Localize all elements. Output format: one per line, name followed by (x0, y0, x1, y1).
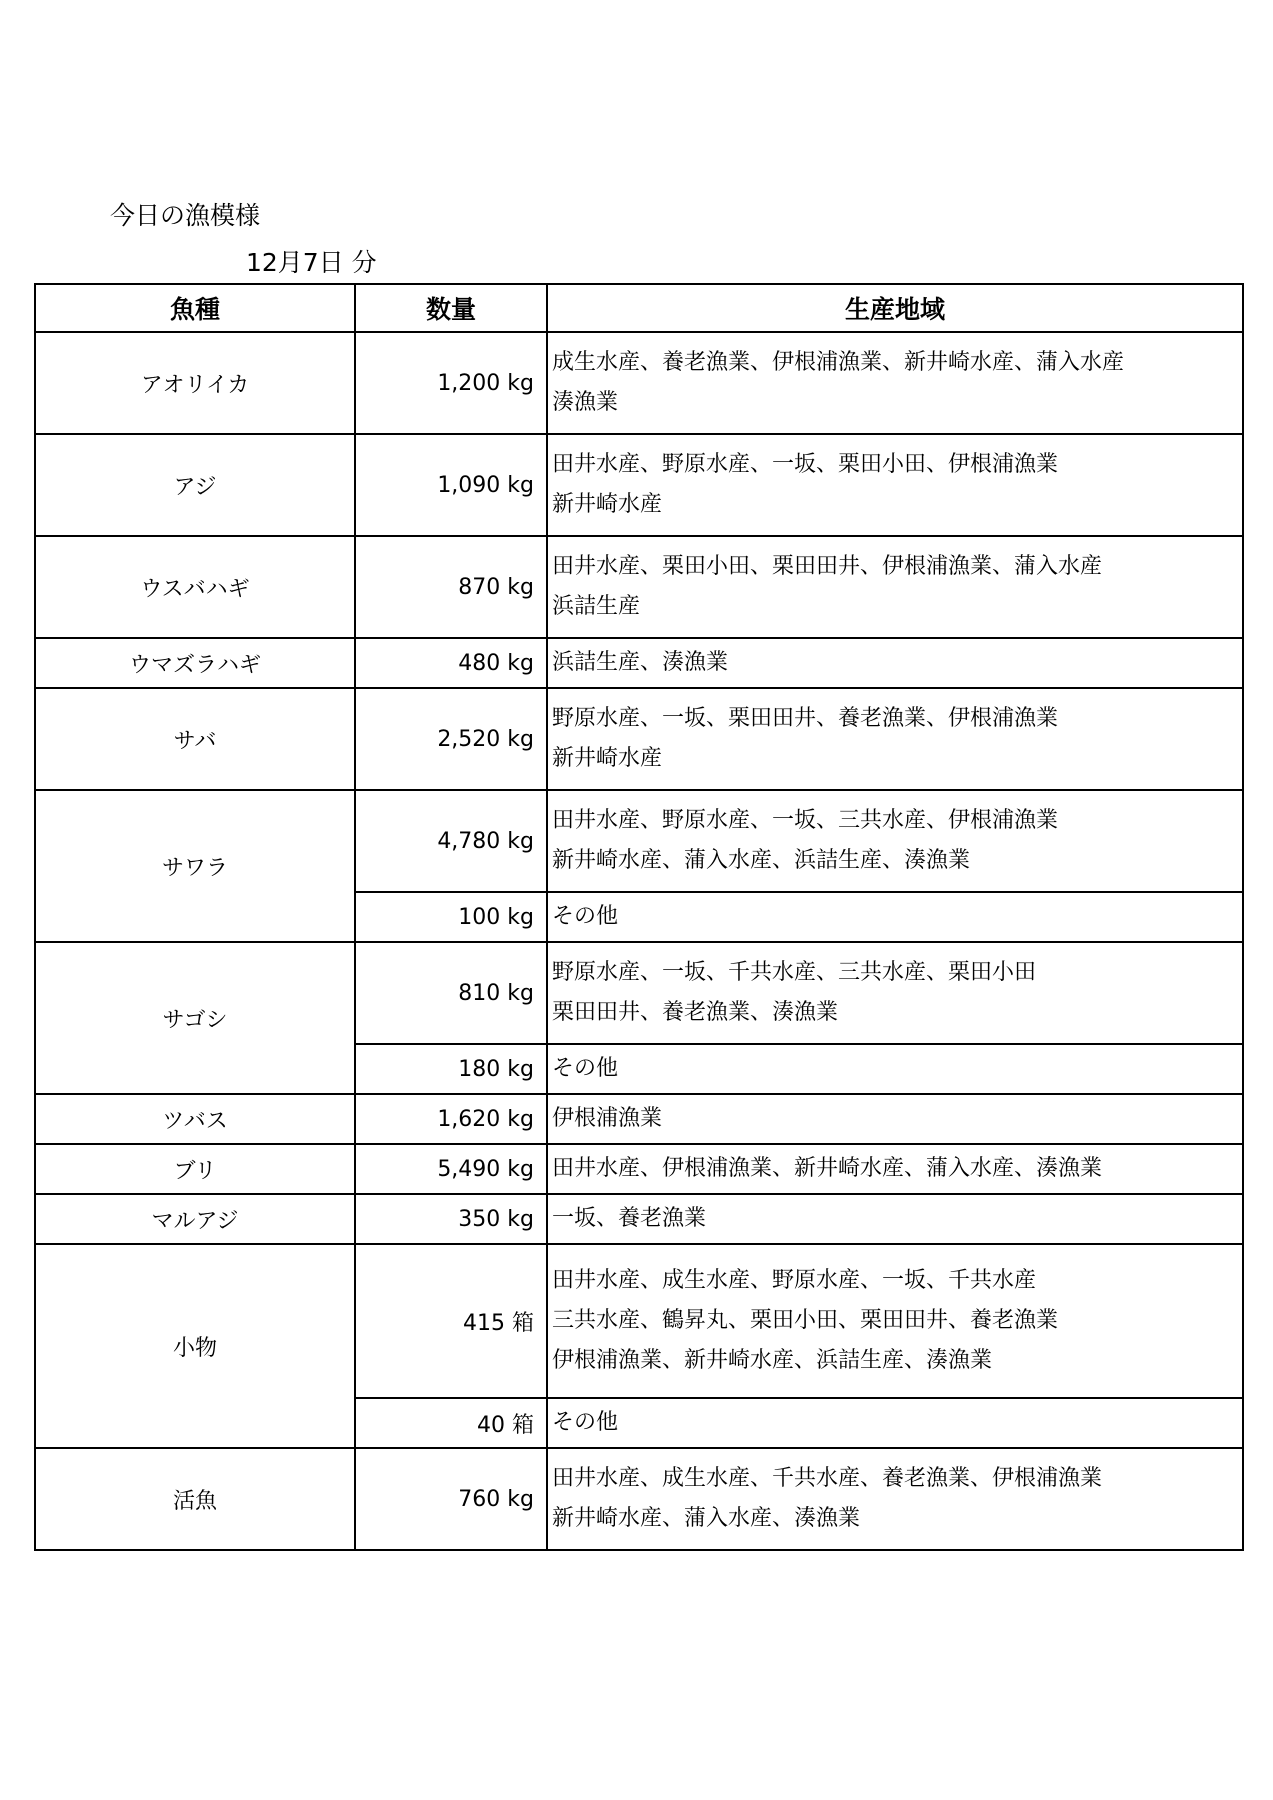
region-cell (547, 942, 1243, 1044)
quantity: 810 kg (355, 942, 547, 1044)
region-line: 成生水産、養老漁業、伊根浦漁業、新井崎水産、蒲入水産 (552, 350, 1125, 375)
table-row (35, 434, 1243, 536)
header-fish-type: 魚種 (35, 284, 355, 332)
fish-name: 小物 (35, 1244, 355, 1448)
region-line: 田井水産、伊根浦漁業、新井崎水産、蒲入水産、湊漁業 (552, 1156, 1103, 1181)
catch-table (34, 283, 1244, 1551)
quantity: 2,520 kg (355, 688, 547, 790)
region-line: 新井崎水産、蒲入水産、浜詰生産、湊漁業 (552, 848, 971, 873)
region-line: 田井水産、栗田小田、栗田田井、伊根浦漁業、蒲入水産 (552, 554, 1103, 579)
region-cell (547, 1194, 1243, 1244)
region-cell (547, 332, 1243, 434)
table-row (35, 942, 1243, 1044)
quantity: 180 kg (355, 1044, 547, 1094)
region-line: 浜詰生産 (552, 594, 641, 619)
table-row (35, 638, 1243, 688)
region-cell (547, 1448, 1243, 1550)
table-row (35, 1194, 1243, 1244)
header-quantity: 数量 (355, 284, 547, 332)
quantity: 1,620 kg (355, 1094, 547, 1144)
region-line: 田井水産、成生水産、千共水産、養老漁業、伊根浦漁業 (552, 1466, 1103, 1491)
table-row (35, 1144, 1243, 1194)
report-date: 12月7日 分 (246, 248, 377, 277)
region-line: 野原水産、一坂、栗田田井、養老漁業、伊根浦漁業 (552, 706, 1059, 731)
region-line: 浜詰生産、湊漁業 (552, 650, 729, 675)
region-cell (547, 892, 1243, 942)
table-row (35, 332, 1243, 434)
region-line: 野原水産、一坂、千共水産、三共水産、栗田小田 (552, 960, 1037, 985)
fish-name: ウスバハギ (35, 536, 355, 638)
region-line: 栗田田井、養老漁業、湊漁業 (552, 1000, 839, 1025)
region-cell (547, 1144, 1243, 1194)
region-cell (547, 1244, 1243, 1398)
quantity: 4,780 kg (355, 790, 547, 892)
quantity: 5,490 kg (355, 1144, 547, 1194)
region-line: その他 (552, 1410, 619, 1435)
region-line: 伊根浦漁業 (552, 1106, 663, 1131)
region-cell (547, 790, 1243, 892)
page-title: 今日の漁模様 (110, 201, 261, 230)
table-row (35, 536, 1243, 638)
region-cell (547, 638, 1243, 688)
table-row (35, 1244, 1243, 1398)
region-line: 伊根浦漁業、新井崎水産、浜詰生産、湊漁業 (552, 1348, 993, 1373)
quantity: 1,090 kg (355, 434, 547, 536)
table-row (35, 1448, 1243, 1550)
fish-name: ウマズラハギ (35, 638, 355, 688)
quantity: 1,200 kg (355, 332, 547, 434)
table-row (35, 1094, 1243, 1144)
fish-name: アジ (35, 434, 355, 536)
region-line: 三共水産、鶴昇丸、栗田小田、栗田田井、養老漁業 (552, 1308, 1059, 1333)
region-cell (547, 1398, 1243, 1448)
region-line: 新井崎水産、蒲入水産、湊漁業 (552, 1506, 861, 1531)
fish-name: サゴシ (35, 942, 355, 1094)
quantity: 760 kg (355, 1448, 547, 1550)
region-cell (547, 688, 1243, 790)
table-row (35, 790, 1243, 892)
fish-name: マルアジ (35, 1194, 355, 1244)
region-cell (547, 536, 1243, 638)
region-line: 田井水産、野原水産、一坂、栗田小田、伊根浦漁業 (552, 452, 1059, 477)
quantity: 100 kg (355, 892, 547, 942)
region-line: その他 (552, 1056, 619, 1081)
region-line: 湊漁業 (552, 390, 619, 415)
fish-name: サバ (35, 688, 355, 790)
table-row (35, 688, 1243, 790)
region-cell (547, 434, 1243, 536)
fish-name: 活魚 (35, 1448, 355, 1550)
fish-name: サワラ (35, 790, 355, 942)
region-line: 新井崎水産 (552, 492, 663, 517)
header-region: 生産地域 (547, 284, 1243, 332)
quantity: 480 kg (355, 638, 547, 688)
fish-name: ツバス (35, 1094, 355, 1144)
region-cell (547, 1094, 1243, 1144)
region-line: 新井崎水産 (552, 746, 663, 771)
quantity: 870 kg (355, 536, 547, 638)
region-line: 田井水産、野原水産、一坂、三共水産、伊根浦漁業 (552, 808, 1059, 833)
region-cell (547, 1044, 1243, 1094)
fish-name: ブリ (35, 1144, 355, 1194)
table-header-row (35, 284, 1243, 332)
quantity: 350 kg (355, 1194, 547, 1244)
region-line: 一坂、養老漁業 (552, 1206, 707, 1231)
quantity: 40 箱 (355, 1398, 547, 1448)
fish-name: アオリイカ (35, 332, 355, 434)
region-line: その他 (552, 904, 619, 929)
region-line: 田井水産、成生水産、野原水産、一坂、千共水産 (552, 1268, 1037, 1293)
quantity: 415 箱 (355, 1244, 547, 1398)
